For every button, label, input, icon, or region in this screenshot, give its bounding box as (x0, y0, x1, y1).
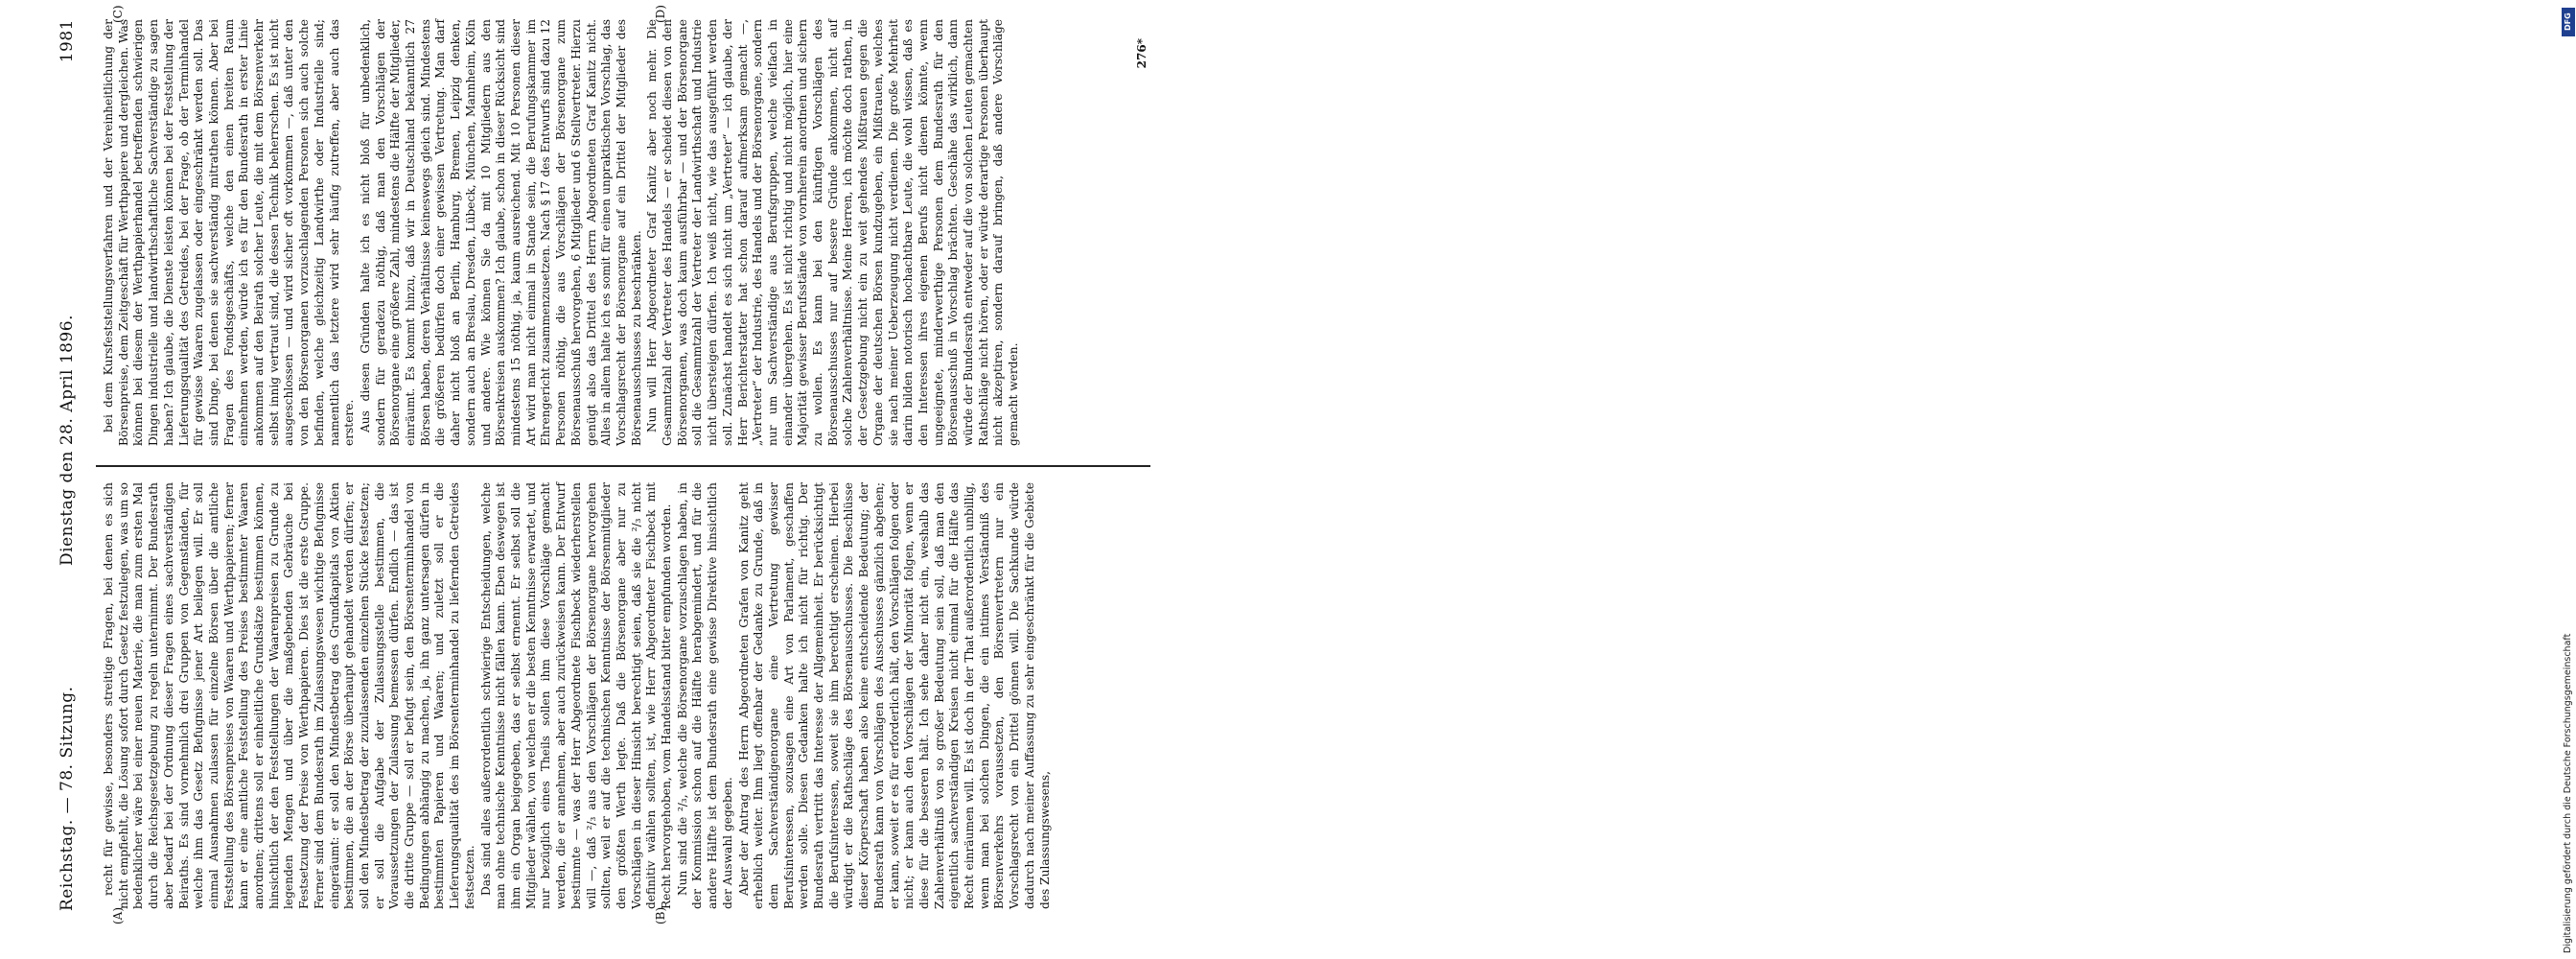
paragraph: Das sind alles außerordentlich schwierige Entscheidungen, welche man ohne technische Kenntnisse nicht fällen kann. Eben deswegen ist ihm ein Organ beigegeben, das er selbst ernennt. Er selbst soll die Mitglieder wählen, von welchen er die besten Kenntnisse erwartet, und nur bezüglich eines Theils sollen ihm diese Vorschläge gemacht werden, die er annehmen, aber auch zurückweisen kann. Der Entwurf bestimmte — was der Herr Abgeordnete Fischbeck wiederherstellen will —, daß ²/₃ aus den Vorschlägen der Börsenorgane hervorgehen sollten, weil er auf die technischen Kenntnisse der Börsenmitglieder den größten Werth legte. Daß die Börsenorgane aber nur zu Vorschlägen in dieser Hinsicht berechtigt seien, daß sie die ²/₃ nicht definitiv wählen sollten, ist, wie Herr Abgeordneter Fischbeck mit Recht hervorgehoben, vom Handelsstand bitter empfunden worden. (478, 482, 674, 909)
paragraph: Aber der Antrag des Herrn Abgeordneten Grafen von Kanitz geht erheblich weiter. Ihm liegt offenbar der Gedanke zu Grunde, daß in dem Sachverständigenorgane eine Vertretung gewisser Berufsinteressen, sozusagen eine Art von Parlament, geschaffen werden solle. Diesen Gedanken halte ich nicht für richtig. Der Bundesrath vertritt das Interesse der Allgemeinheit. Er berücksichtigt die Berufsinteressen, soweit sie ihm berechtigt erscheinen. Hierbei würdigt er die Rathschläge des Börsenausschusses. Die Beschlüsse dieser Körperschaft haben also keine entscheidende Bedeutung; der Bundesrath kann von Vorschlägen des Ausschusses gänzlich abgehen; er kann, soweit er es für erforderlich hält, den Vorschlägen folgen oder nicht; er kann auch den Vorschlägen der Minorität folgen, wenn er diese für die besseren hält. Ich sehe daher nicht ein, weshalb das Zahlenverhältniß von so großer Bedeutung sein soll, daß man den eigentlich sachverständigen Kreisen nicht einmal für die Hälfte das Recht einräumen will. Es ist doch in der That außerordentlich unbillig, wenn man bei solchen Dingen, die ein intimes Verständniß des Börsenverkehrs voraussetzen, den Börsenvertretern nur ein Vorschlagsrecht von ein Drittel gönnen will. Die Sachkunde würde dadurch nach meiner Auffassung zu sehr eingeschränkt für die Gebiete des Zulassungswesens, (736, 482, 1052, 909)
margin-marker-a: (A) (111, 906, 125, 924)
rotated-page (38, 5, 1227, 930)
margin-marker-d: (D) (654, 5, 667, 23)
dfg-logo-icon: DFG (2562, 8, 2575, 36)
margin-marker-c: (C) (111, 5, 125, 23)
paragraph: Nun will Herr Abgeordneter Graf Kanitz aber noch mehr. Die Gesammtzahl der Vertreter des Handels — er scheidet diesen von den Börsenorganen, was doch kaum ausführbar — und der Börsenorgane soll die Gesammtzahl der Vertreter der Landwirthschaft und Industrie nicht übersteigen dürfen. Ich weiß nicht, wie das ausgeführt werden soll. Zunächst handelt es sich nicht um „Vertreter“ — ich glaube, der Herr Berichterstatter hat schon darauf aufmerksam gemacht —, „Vertreter“ der Industrie, des Handels und der Börsenorgane, sondern nur um Sachverständige aus Berufsgruppen, welche vielfach in einander übergehen. Es ist nicht richtig und nicht möglich, hier eine Majorität gewisser Berufsstände von vornherein anordnen und sichern zu wollen. Es kann bei den künftigen Vorschlägen des Börsenausschusses nur auf bessere Gründe ankommen, nicht auf solche Zahlenverhältnisse. Meine Herren, ich möchte doch rathen, in der Gesetzgebung nicht ein zu weit gehendes Mißtrauen gegen die Organe der deutschen Börsen kundzugeben, ein Mißtrauen, welches sie nach meiner Ueberzeugung nicht verdienen. Die große Mehrheit darin bilden notorisch hochachtbare Leute, die wohl wissen, daß es den Interessen ihres eigenen Berufs nicht dienen könnte, wenn ungeeignete, minderwerthige Personen dem Bundesrath für den Börsenausschuß in Vorschlag brächten. Geschähe das wirklich, dann würde der Bundesrath entweder auf die von solchen Leuten gemachten Rathschläge nicht hören, oder er würde derartige Personen überhaupt nicht akzeptiren, sondern darauf bringen, daß andere Vorschläge gemacht werden. (645, 19, 1021, 446)
left-text-column (102, 482, 1175, 909)
column-divider (96, 466, 1150, 468)
funding-credit: Digitalisierung gefördert durch die Deutsche Forschungsgemeinschaft (2563, 633, 2573, 953)
running-header (58, 10, 86, 930)
header-date: Dienstag den 28. April 1896. (58, 314, 77, 566)
header-left: Reichstag. — 78. Sitzung. (58, 686, 77, 911)
signature-mark: 276* (1135, 38, 1149, 69)
paragraph: recht für gewisse, besonders streitige Fragen, bei denen es sich nicht empfiehlt, die Lösung sofort durch Gesetz festzulegen, was um so bedenklicher wäre bei einer neuen Materie, die man zum ersten Mal durch die Reichsgesetzgebung zu regeln unternimmt. Der Bundesrath aber bedarf bei der Ordnung dieser Fragen eines sachverständigen Beiraths. Es sind vornehmlich drei Gruppen von Gegenständen, für welche ihm das Gesetz Befugnisse jener Art beilegen will. Er soll einmal Ausnahmen zulassen für einzelne Börsen über die amtliche Feststellung des Börsenpreises von Waaren und Werthpapieren; ferner kann er eine amtliche Feststellung des Preises bestimmter Waaren anordnen; drittens soll er einheitliche Grundsätze bestimmen können, hinsichtlich der den Feststellungen der Waarenpreisen zu Grunde zu legenden Mengen und über die maßgebenden Gebräuche bei Festsetzung der Preise von Werthpapieren. Dies ist die erste Gruppe. Ferner sind dem Bundesrath im Zulassungswesen wichtige Befugnisse eingeräumt: er soll den Mindestbetrag des Grundkapitals von Aktien bestimmen, die an der Börse überhaupt gehandelt werden dürfen; er soll den Mindestbetrag der zuzulassenden einzelnen Stücke festsetzen; er soll die Aufgabe der Zulassungsstelle bestimmen, die Voraussetzungen der Zulassung bemessen dürfen. Endlich — das ist die dritte Gruppe — soll er befugt sein, den Börsenterminhandel von Bedingungen abhängig zu machen, ja, ihn ganz untersagen dürfen in bestimmten Papieren und Waaren; und zuletzt soll er die Lieferungsqualität des im Börsenterminhandel zu liefernden Getreides festsetzen. (102, 482, 476, 909)
right-text-column (102, 19, 1175, 446)
digitization-sidebar (1280, 0, 2573, 959)
page-number: 1981 (58, 19, 77, 63)
margin-marker-b: (B) (654, 906, 667, 924)
paragraph: Nun sind die ²/₃, welche die Börsenorgane vorzuschlagen haben, in der Kommission schon auf die Hälfte herabgemindert, und für die andere Hälfte ist dem Bundesrath eine gewisse Direktive hinsichtlich der Auswahl gegeben. (675, 482, 734, 909)
paragraph: bei dem Kursfeststellungsverfahren und der Vereinheitlichung der Börsenpreise, dem Zeitgeschäft für Werthpapiere und dergleichen. Was können bei diesem der Werthpapierhandel betreffenden schwierigen Dingen industrielle und landwirthschaftliche Sachverständige zu sagen haben? Ich glaube, die Dienste leisten können bei der Feststellung der Lieferungsqualität des Getreides, bei der Frage, ob der Terminhandel für gewisse Waaren zugelassen oder eingeschränkt werden soll. Das sind Dinge, bei denen sie sachverständig mitrathen können. Aber bei Fragen des Fondsgeschäfts, welche den einen breiten Raum einnehmen werden, würde ich es für den Bundesrath in erster Linie ankommen auf den Beirath solcher Leute, die mit dem Börsenverkehr selbst innig vertraut sind, die dessen Technik beherrschen. Es ist nicht ausgeschlossen — und wird sicher oft vorkommen —, daß unter den von den Börsenorganen vorzuschlagenden Personen sich auch solche befinden, welche gleichzeitig Landwirthe oder Industrielle sind; namentlich das letztere wird sehr häufig zutreffen, aber auch das erstere. (102, 19, 357, 446)
paragraph: Aus diesen Gründen halte ich es nicht bloß für unbedenklich, sondern für geradezu nöthig, daß man den Vorschlägen der Börsenorgane eine größere Zahl, mindestens die Hälfte der Mitglieder, einräumt. Es kommt hinzu, daß wir in Deutschland bekanntlich 27 Börsen haben, deren Verhältnisse keineswegs gleich sind. Mindestens die größeren bedürfen doch einer gewissen Vertretung. Man darf daher nicht bloß an Berlin, Hamburg, Bremen, Leipzig denken, sondern auch an Breslau, Dresden, Lübeck, München, Mannheim, Köln und andere. Wie können Sie da mit 10 Mitgliedern aus den Börsenkreisen auskommen? Ich glaube, schon in dieser Rücksicht sind mindestens 15 nöthig, ja, kaum ausreichend. Mit 10 Personen dieser Art wird man nicht einmal in Stande sein, die Berufungskammer im Ehrengericht zusammenzusetzen. Nach § 17 des Entwurfs sind dazu 12 Personen nöthig, die aus Vorschlägen der Börsenorgane zum Börsenausschuß hervorgehen, 6 Mitglieder und 6 Stellvertreter. Hierzu genügt also das Drittel des Herrn Abgeordneten Graf Kanitz nicht. Alles in allem halte ich es somit für einen unpraktischen Vorschlag, das Vorschlagsrecht der Börsenorgane auf ein Drittel der Mitglieder des Börsenausschusses zu beschränken. (358, 19, 643, 446)
